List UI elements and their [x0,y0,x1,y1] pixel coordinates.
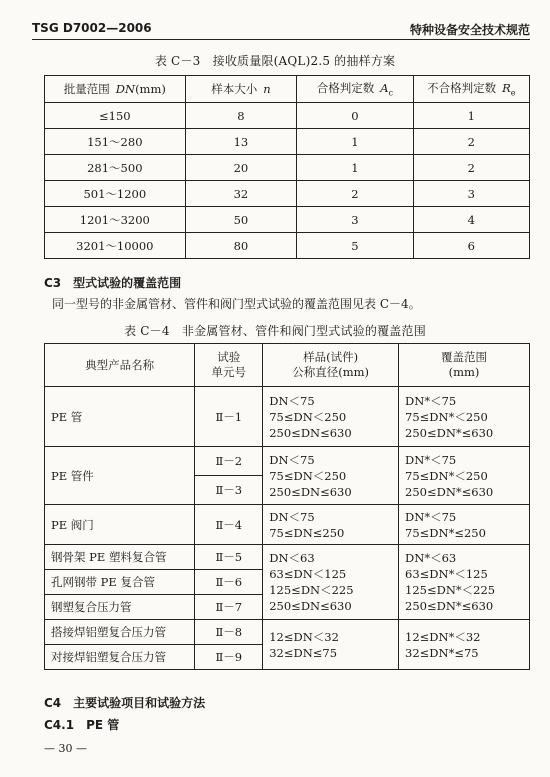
sample-range [263,620,399,670]
range-line: 63≤DN＜125 [269,567,347,581]
unit-code: Ⅱ－8 [195,620,263,645]
range-line: 75≤DN*≤250 [405,525,486,540]
table-row [45,155,530,181]
unit-code: Ⅱ－7 [195,595,263,620]
table-cell: 1201～3200 [45,207,186,233]
table-cell: 3 [413,181,529,207]
table-c4-header-row [45,344,530,387]
header-cover-line2: (mm) [448,365,480,379]
table-row [45,233,530,259]
table-row [45,103,530,129]
product-name: 钢骨架 PE 塑料复合管 [45,545,195,570]
cover-range [399,505,530,545]
product-name: PE 阀门 [45,505,195,545]
table-cell: 4 [413,207,529,233]
cover-range [399,387,530,447]
table-cell: 0 [297,103,413,129]
section-c4-1-title: C4.1 PE 管 [44,718,120,732]
table-row [45,181,530,207]
table-cell: 80 [185,233,297,259]
range-line: 12≤DN＜32 [269,629,339,644]
table-cell: 2 [297,181,413,207]
table-row [45,207,530,233]
standard-code: TSG D7002—2006 [32,21,152,35]
section-c3-title: C3 型式试验的覆盖范围 [44,276,182,290]
product-name: 孔网钢带 PE 复合管 [45,570,195,595]
unit-code: Ⅱ－3 [195,476,263,505]
cover-range [399,447,530,505]
range-line: 75≤DN*＜250 [405,409,488,424]
range-line: DN*＜75 [405,452,457,467]
range-line: 32≤DN≤75 [269,645,338,660]
unit-code: Ⅱ－1 [195,387,263,447]
header-sample-line2: 公称直径(mm) [292,365,370,379]
section-c4-title: C4 主要试验项目和试验方法 [44,696,206,710]
table-cell: 5 [297,233,413,259]
table-cell: 281～500 [45,155,186,181]
product-name: PE 管件 [45,447,195,505]
table-cell: 1 [413,103,529,129]
header-sample [263,344,399,387]
range-line: 125≤DN＜225 [269,583,354,597]
table-cell: 13 [185,129,297,155]
table-c3-header-cell: 不合格判定数 $R_e$ [413,76,529,103]
table-row [45,129,530,155]
range-line: 12≤DN*＜32 [405,629,481,644]
range-line: DN＜75 [269,393,315,408]
table-c3-header-cell: 合格判定数 $A_c$ [297,76,413,103]
range-line: DN*＜75 [405,509,457,524]
table-cell: 2 [413,155,529,181]
document-category: 特种设备安全技术规范 [409,23,530,37]
sample-range [263,505,399,545]
header-unit [195,344,263,387]
range-line: 250≤DN*≤630 [405,599,494,613]
table-cell: 501～1200 [45,181,186,207]
range-line: DN＜75 [269,452,315,467]
header-sample-line1: 样品(试件) [303,350,359,364]
section-c3-text: 同一型号的非金属管材、管件和阀门型式试验的覆盖范围见表 C－4。 [52,297,421,311]
table-cell: ≤150 [45,103,186,129]
table-c3-header-row [45,76,530,103]
header-unit-line1: 试验 [217,350,241,364]
table-c3-header-cell: 批量范围 DN(mm) [45,76,186,103]
table-cell: 1 [297,155,413,181]
unit-code: Ⅱ－5 [195,545,263,570]
range-line: DN*＜75 [405,393,457,408]
table-c3-caption: 表 C－3 接收质量限(AQL)2.5 的抽样方案 [154,54,396,68]
table-cell: 32 [185,181,297,207]
unit-code: Ⅱ－6 [195,570,263,595]
table-row [45,447,530,476]
table-cell: 1 [297,129,413,155]
table-c4 [44,343,530,670]
unit-code: Ⅱ－9 [195,645,263,670]
header-cover [399,344,530,387]
table-row [45,505,530,545]
range-line: 250≤DN≤630 [269,484,352,499]
table-row [45,545,530,570]
range-line: 250≤DN≤630 [269,599,352,613]
range-line: DN＜75 [269,509,315,524]
table-c3 [44,75,530,259]
product-name: 搭接焊铝塑复合压力管 [45,620,195,645]
table-cell: 3 [297,207,413,233]
range-line: 75≤DN＜250 [269,409,347,424]
header-cover-line1: 覆盖范围 [441,350,488,364]
table-c4-caption: 表 C－4 非金属管材、管件和阀门型式试验的覆盖范围 [124,324,426,338]
unit-code: Ⅱ－4 [195,505,263,545]
range-line: 125≤DN*＜225 [405,583,496,597]
product-name: 对接焊铝塑复合压力管 [45,645,195,670]
cover-range [399,620,530,670]
range-line: 32≤DN*≤75 [405,645,479,660]
sample-range [263,447,399,505]
range-line: 250≤DN*≤630 [405,425,494,440]
header-unit-line2: 单元号 [211,365,247,379]
range-line: DN＜63 [269,551,315,565]
table-cell: 3201～10000 [45,233,186,259]
table-c3-body [45,103,530,259]
sample-range [263,387,399,447]
header-product: 典型产品名称 [45,344,195,387]
range-line: 75≤DN≤250 [269,525,345,540]
table-row [45,387,530,447]
table-row [45,620,530,645]
range-line: 63≤DN*＜125 [405,567,488,581]
table-cell: 20 [185,155,297,181]
range-line: 75≤DN＜250 [269,468,347,483]
range-line: DN*＜63 [405,551,457,565]
product-name: PE 管 [45,387,195,447]
table-cell: 50 [185,207,297,233]
page-number: — 30 — [44,742,87,755]
table-cell: 6 [413,233,529,259]
unit-code: Ⅱ－2 [195,447,263,476]
table-cell: 151～280 [45,129,186,155]
table-cell: 2 [413,129,529,155]
table-cell: 8 [185,103,297,129]
range-line: 250≤DN≤630 [269,425,352,440]
page-header [32,19,530,40]
range-line: 75≤DN*＜250 [405,468,488,483]
table-c3-header-cell: 样本大小 n [185,76,297,103]
range-line: 250≤DN*≤630 [405,484,494,499]
cover-range [399,545,530,620]
sample-range [263,545,399,620]
product-name: 钢塑复合压力管 [45,595,195,620]
